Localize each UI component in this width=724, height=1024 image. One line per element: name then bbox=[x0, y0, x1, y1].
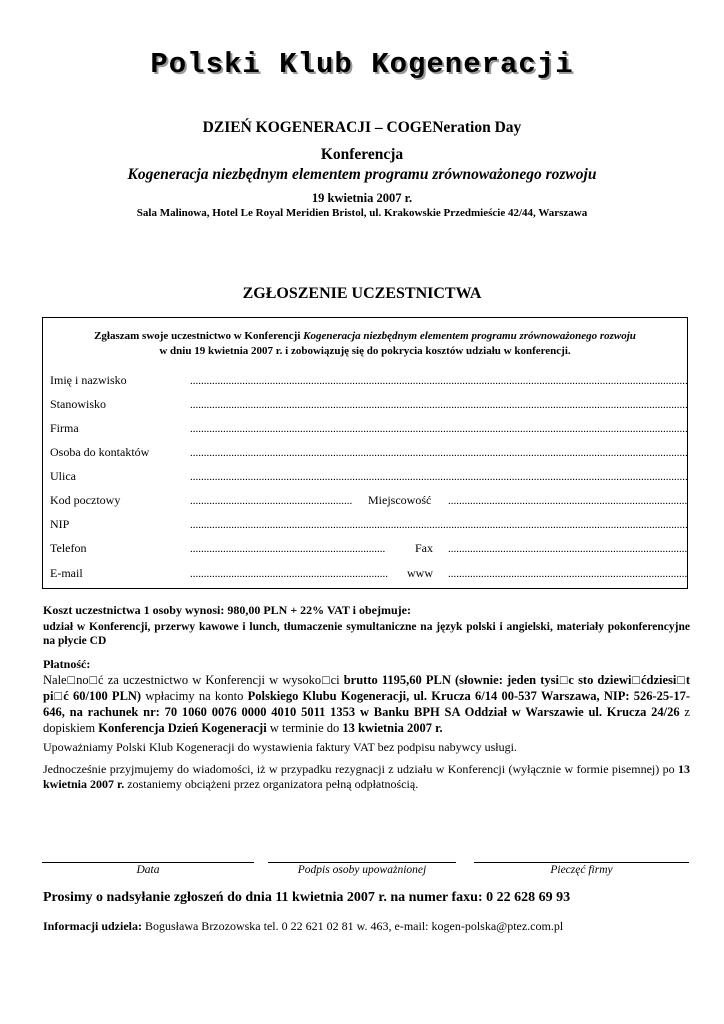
conference-date: 19 kwietnia 2007 r. bbox=[311, 191, 413, 205]
payment-amount: brutto 1195,60 PLN (słownie: jeden tysi□c sto dziewi□ćdziesi□t pi□ć 60/100 PLN) bbox=[43, 673, 690, 703]
field-label-www: www bbox=[407, 566, 433, 580]
declaration-text-2: w dniu 19 kwietnia 2007 r. i zobowiązuję się do pokrycia kosztów udziału w konferencji. bbox=[159, 345, 571, 357]
phone-field[interactable] bbox=[190, 543, 386, 555]
field-label-company: Firma bbox=[50, 421, 79, 435]
club-title: Polski Klub Kogeneracji bbox=[150, 48, 574, 81]
cancellation-text-2: zostaniemy obciążeni przez organizatora pełną odpłatnością. bbox=[124, 777, 419, 791]
payment-text bbox=[43, 672, 690, 736]
name-field[interactable] bbox=[190, 375, 688, 387]
company-field[interactable] bbox=[190, 423, 688, 435]
contact-info bbox=[43, 919, 563, 934]
cancellation-date: 13 kwietnia 2007 r. bbox=[43, 762, 690, 791]
declaration-text: Zgłaszam swoje uczestnictwo w Konferencji bbox=[94, 330, 304, 342]
fax-field[interactable] bbox=[448, 543, 688, 555]
position-field[interactable] bbox=[190, 399, 688, 411]
event-title: DZIEŃ KOGENERACJI – COGENeration Day bbox=[202, 119, 522, 136]
payment-deadline: 13 kwietnia 2007 r. bbox=[342, 721, 443, 735]
cost-includes: udział w Konferencji, przerwy kawowe i lunch, tłumaczenie symultaniczne na język polski i angielski, materiały pokonferencyjne na płycie CD bbox=[43, 621, 690, 647]
payment-reference: Konferencja Dzień Kogeneracji bbox=[98, 721, 267, 735]
cancellation-text-1: Jednocześnie przyjmujemy do wiadomości, iż w przypadku rezygnacji z udziału w Konferencji (wyłącznie w formie pisemnej) po bbox=[43, 762, 678, 776]
payment-account: Polskiego Klubu Kogeneracji, ul. Krucza 6/14 00-537 Warszawa, NIP: 526-25-17-646, na rachunek nr: 70 1060 0076 0000 4010 5011 1353 w Banku BPH SA Oddział w Warszawie ul. Krucza 24/26 bbox=[43, 689, 690, 719]
field-label-street: Ulica bbox=[50, 469, 76, 483]
form-title: ZGŁOSZENIE UCZESTNICTWA bbox=[242, 285, 482, 302]
payment-text-4: w terminie do bbox=[266, 721, 343, 735]
nip-field[interactable] bbox=[190, 519, 688, 531]
field-label-phone: Telefon bbox=[50, 541, 87, 555]
signature-label: Podpis osoby upoważnionej bbox=[297, 864, 427, 876]
field-label-name: Imię i nazwisko bbox=[50, 373, 127, 387]
declaration bbox=[44, 329, 686, 359]
cancellation-note bbox=[43, 762, 690, 792]
conference-label: Konferencja bbox=[320, 146, 404, 163]
payment-text-1: Nale□no□ć za uczestnictwo w Konferencji w wysoko□ci bbox=[43, 673, 344, 687]
vat-note: Upoważniamy Polski Klub Kogeneracji do wystawienia faktury VAT bez podpisu nabywcy usługi. bbox=[43, 740, 517, 754]
email-field[interactable] bbox=[190, 568, 388, 580]
field-label-email: E-mail bbox=[50, 566, 83, 580]
field-label-contact: Osoba do kontaktów bbox=[50, 445, 150, 459]
contact-info-text: Bogusława Brzozowska tel. 0 22 621 02 81 w. 463, e-mail: kogen-polska@ptez.com.pl bbox=[141, 919, 564, 933]
street-field[interactable] bbox=[190, 471, 688, 483]
stamp-line bbox=[474, 862, 689, 863]
fax-note: Prosimy o nadsyłanie zgłoszeń do dnia 11 kwietnia 2007 r. na numer faxu: 0 22 628 69 93 bbox=[43, 890, 571, 905]
field-label-position: Stanowisko bbox=[50, 397, 107, 411]
field-label-fax: Fax bbox=[415, 541, 433, 555]
payment-heading: Płatność: bbox=[43, 657, 91, 671]
signature-line bbox=[268, 862, 456, 863]
www-field[interactable] bbox=[448, 568, 688, 580]
payment-text-2: wpłacimy na konto bbox=[141, 689, 248, 703]
field-label-city: Miejscowość bbox=[368, 493, 432, 507]
field-label-postal-code: Kod pocztowy bbox=[50, 493, 121, 507]
contact-field[interactable] bbox=[190, 447, 688, 459]
field-label-nip: NIP bbox=[50, 517, 70, 531]
payment-text-3: z dopiskiem bbox=[43, 705, 690, 735]
conference-venue: Sala Malinowa, Hotel Le Royal Meridien Bristol, ul. Krakowskie Przedmieście 42/44, Warszawa bbox=[136, 207, 588, 219]
declaration-conference-name: Kogeneracja niezbędnym elementem programu zrównoważonego rozwoju bbox=[303, 330, 636, 342]
conference-subtitle: Kogeneracja niezbędnym elementem programu zrównoważonego rozwoju bbox=[127, 166, 597, 183]
cost-heading: Koszt uczestnictwa 1 osoby wynosi: 980,00 PLN + 22% VAT i obejmuje: bbox=[43, 603, 411, 617]
postal-code-field[interactable] bbox=[190, 495, 352, 507]
contact-info-label: Informacji udziela: bbox=[43, 919, 142, 933]
date-signature-line bbox=[42, 862, 254, 863]
date-label: Data bbox=[136, 864, 160, 876]
city-field[interactable] bbox=[448, 495, 688, 507]
stamp-label: Pieczęć firmy bbox=[550, 864, 613, 876]
